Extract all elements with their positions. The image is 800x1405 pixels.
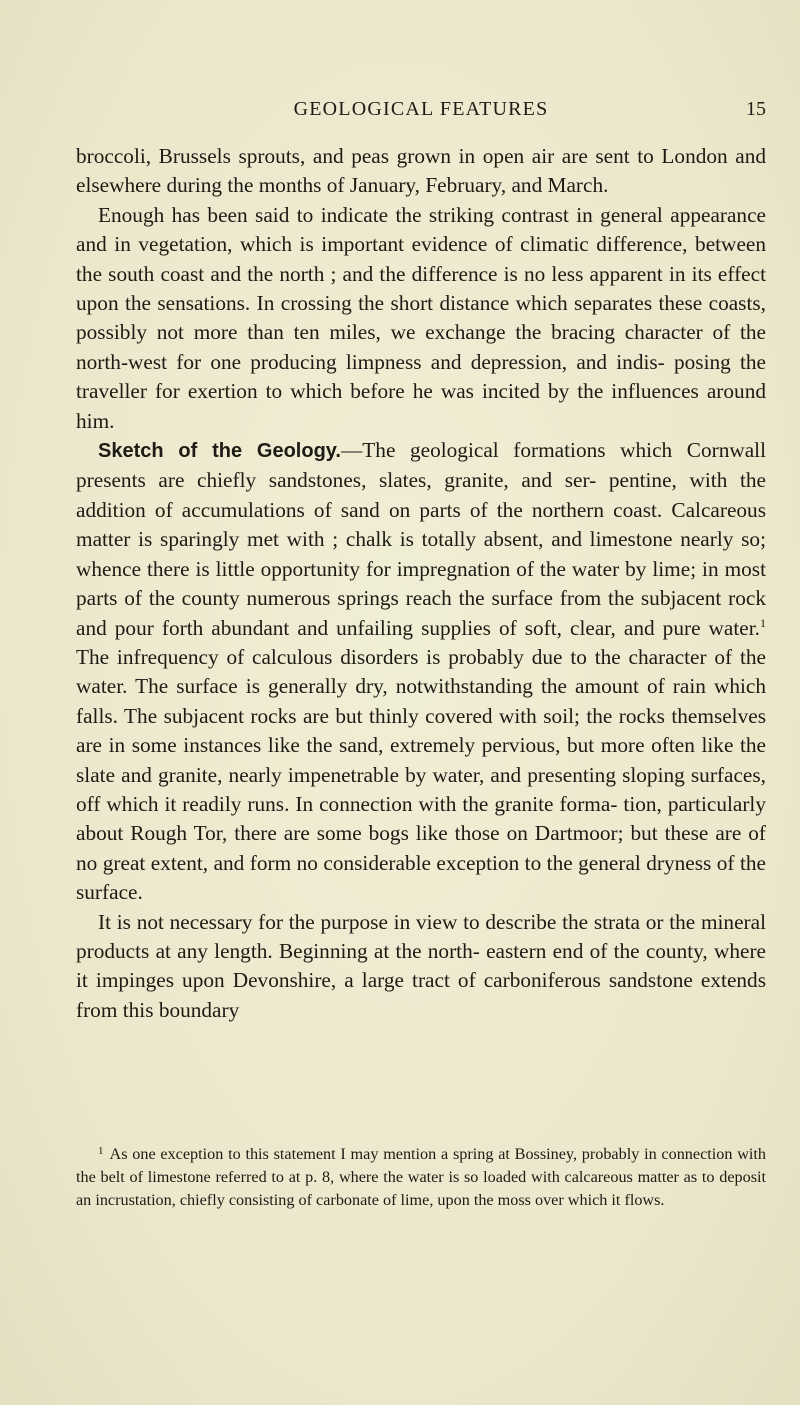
page-number: 15 xyxy=(746,98,766,120)
paragraph-strata: It is not necessary for the purpose in view to describe the strata or the mineral products at any length. Beginning at the north- eastern end of the county, where it impinges upon Devonshire, a large tract of carboniferous sandstone extends from this boundary xyxy=(76,909,766,1022)
running-title: GEOLOGICAL FEATURES xyxy=(293,98,549,120)
footnote-text: As one exception to this statement I may mention a spring at Bossiney, probably in connection with the belt of limestone referred to at p. 8, where the water is so loaded with calcareous matter as to deposit an incrustation, chiefly consisting of carbonate of lime, upon the moss over which it flows. xyxy=(76,1145,766,1209)
body-text xyxy=(76,142,766,1025)
footnote-reference: 1 xyxy=(760,615,766,630)
footnotes xyxy=(76,1143,766,1211)
paragraph-contrast: Enough has been said to indicate the striking contrast in general appearance and in vegetation, which is important evidence of climatic difference, between the south coast and the north ; and the difference is no less apparent in its effect upon the sensations. In crossing the short distance which separates these coasts, possibly not more than ten miles, we exchange the bracing character of the north-west for one producing limpness and depression, and indis- posing the traveller for exertion to which before he was incited by the influences around him. xyxy=(76,202,766,433)
paragraph-continued: broccoli, Brussels sprouts, and peas grown in open air are sent to London and elsewhere during the months of January, February, and March. xyxy=(76,144,766,198)
footnote xyxy=(76,1143,766,1211)
paragraph-geology-text: —The geological formations which Cornwall presents are chiefly sandstones, slates, granite, and ser- pentine, with the addition of accumulations of sand on parts of the northern coast. Calcareous matter is sparingly met with ; chalk is totally absent, and limestone nearly so; whence there is little opportunity for impregnation of the water by lime; in most parts of the county numerous springs reach the surface from the subjacent rock and pour forth abundant and unfailing supplies of soft, clear, and pure water. xyxy=(76,438,767,640)
running-head xyxy=(76,98,766,126)
footnote-marker: 1 xyxy=(98,1145,104,1157)
paragraph-geology xyxy=(76,436,766,908)
section-heading: Sketch of the Geology. xyxy=(98,440,341,463)
paragraph-geology-text-continued: The infrequency of calculous disorders is probably due to the character of the water. The surface is generally dry, notwithstanding the amount of rain which falls. The subjacent rocks are but thinly covered with soil; the rocks themselves are in some instances like the sand, extremely pervious, but more often like the slate and granite, nearly impenetrable by water, and presenting sloping surfaces, off which it readily runs. In connection with the granite forma- tion, particularly about Rough Tor, there are some bogs like those on Dartmoor; but these are of no great extent, and form no considerable exception to the general dryness of the surface. xyxy=(76,644,766,905)
